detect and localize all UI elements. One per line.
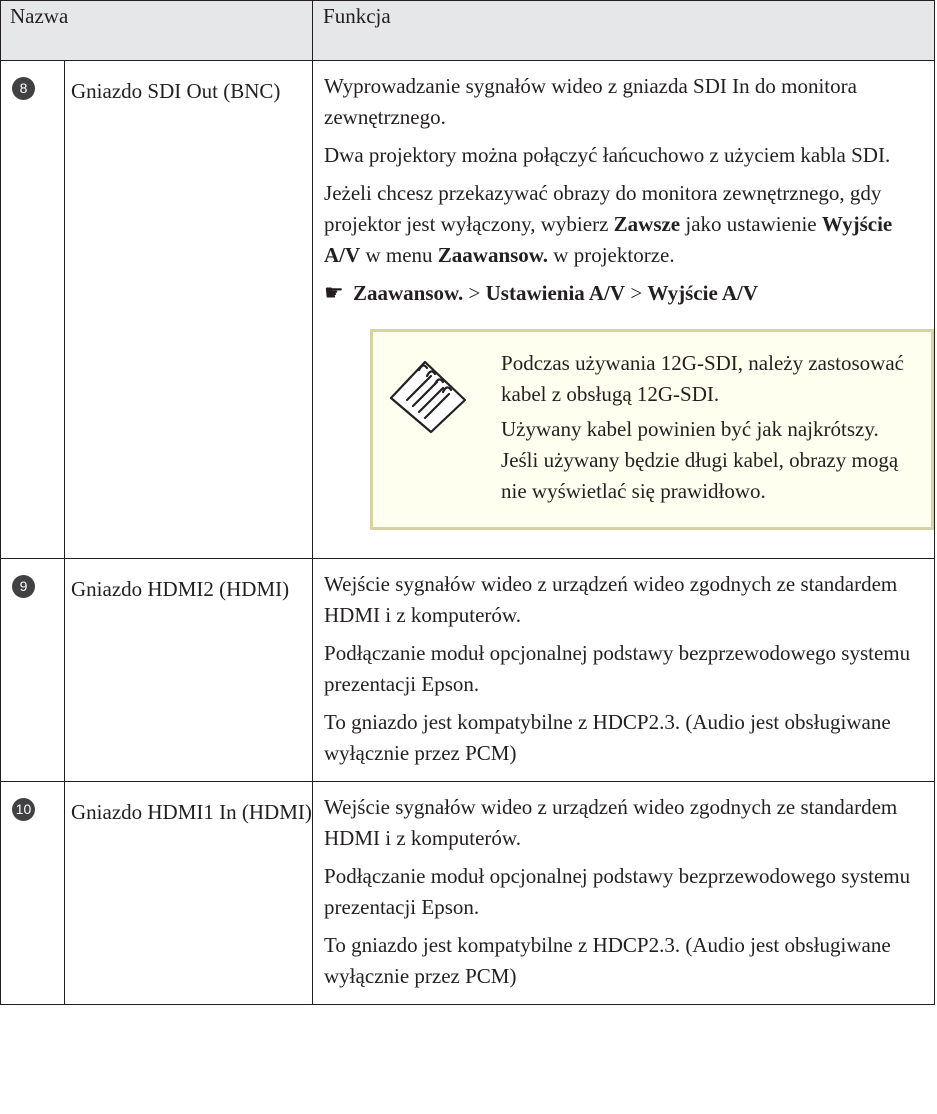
row-number-badge: 8: [12, 77, 35, 100]
table-row: [1, 61, 935, 559]
setting-item: Wyjście A/V: [324, 212, 893, 267]
function-description: [313, 559, 934, 781]
function-paragraph: Podłączanie moduł opcjonalnej podstawy bezprzewodowego systemu prezentacji Epson.: [324, 864, 911, 919]
note-line: Podczas używania 12G-SDI, należy zastosować kabel z obsługą 12G-SDI.: [501, 351, 904, 406]
connector-name: Gniazdo SDI Out (BNC): [71, 79, 281, 103]
note-line: Używany kabel powinien być jak najkrótszy. Jeśli używany będzie długi kabel, obrazy mogą nie wyświetlać się prawidłowo.: [501, 417, 899, 503]
function-paragraph: Wejście sygnałów wideo z urządzeń wideo zgodnych ze standardem HDMI i z komputerów.: [324, 795, 898, 850]
table-row: [1, 782, 935, 1005]
row-number-badge: 9: [12, 575, 35, 598]
table-row: [1, 559, 935, 782]
function-paragraph: To gniazdo jest kompatybilne z HDCP2.3. (Audio jest obsługiwane wyłącznie przez PCM): [324, 933, 891, 988]
menu-path-step: Zaawansow.: [353, 281, 464, 305]
menu-path-step: Wyjście A/V: [647, 281, 759, 305]
table-header-row: [1, 1, 935, 61]
note-icon: [385, 354, 473, 434]
header-function: Funkcja: [313, 1, 935, 61]
function-description: [313, 782, 934, 1004]
function-paragraph: Wejście sygnałów wideo z urządzeń wideo zgodnych ze standardem HDMI i z komputerów.: [324, 572, 898, 627]
menu-path: ☛ Zaawansow. > Ustawienia A/V > Wyjście A/V: [324, 281, 759, 306]
note-box: [370, 329, 934, 530]
header-name: Nazwa: [1, 1, 313, 61]
pointing-hand-icon: ☛: [324, 281, 344, 306]
row-number-badge: 10: [12, 798, 35, 821]
menu-path-step: Ustawienia A/V: [485, 281, 626, 305]
connector-name: Gniazdo HDMI2 (HDMI): [71, 577, 290, 601]
function-description: [313, 61, 934, 558]
connector-name: Gniazdo HDMI1 In (HDMI): [71, 800, 312, 824]
function-paragraph: Podłączanie moduł opcjonalnej podstawy bezprzewodowego systemu prezentacji Epson.: [324, 641, 911, 696]
function-paragraph: To gniazdo jest kompatybilne z HDCP2.3. (Audio jest obsługiwane wyłącznie przez PCM): [324, 710, 891, 765]
setting-menu: Zaawansow.: [437, 243, 549, 267]
function-paragraph: Dwa projektory można połączyć łańcuchowo z użyciem kabla SDI.: [324, 143, 891, 167]
setting-value: Zawsze: [613, 212, 681, 236]
function-paragraph: Jeżeli chcesz przekazywać obrazy do monitora zewnętrznego, gdy projektor jest wyłączony, wybierz Zawsze jako ustawienie Wyjście A/V w menu Zaawansow. w projektorze.: [324, 181, 893, 267]
function-paragraph: Wyprowadzanie sygnałów wideo z gniazda SDI In do monitora zewnętrznego.: [324, 74, 857, 129]
